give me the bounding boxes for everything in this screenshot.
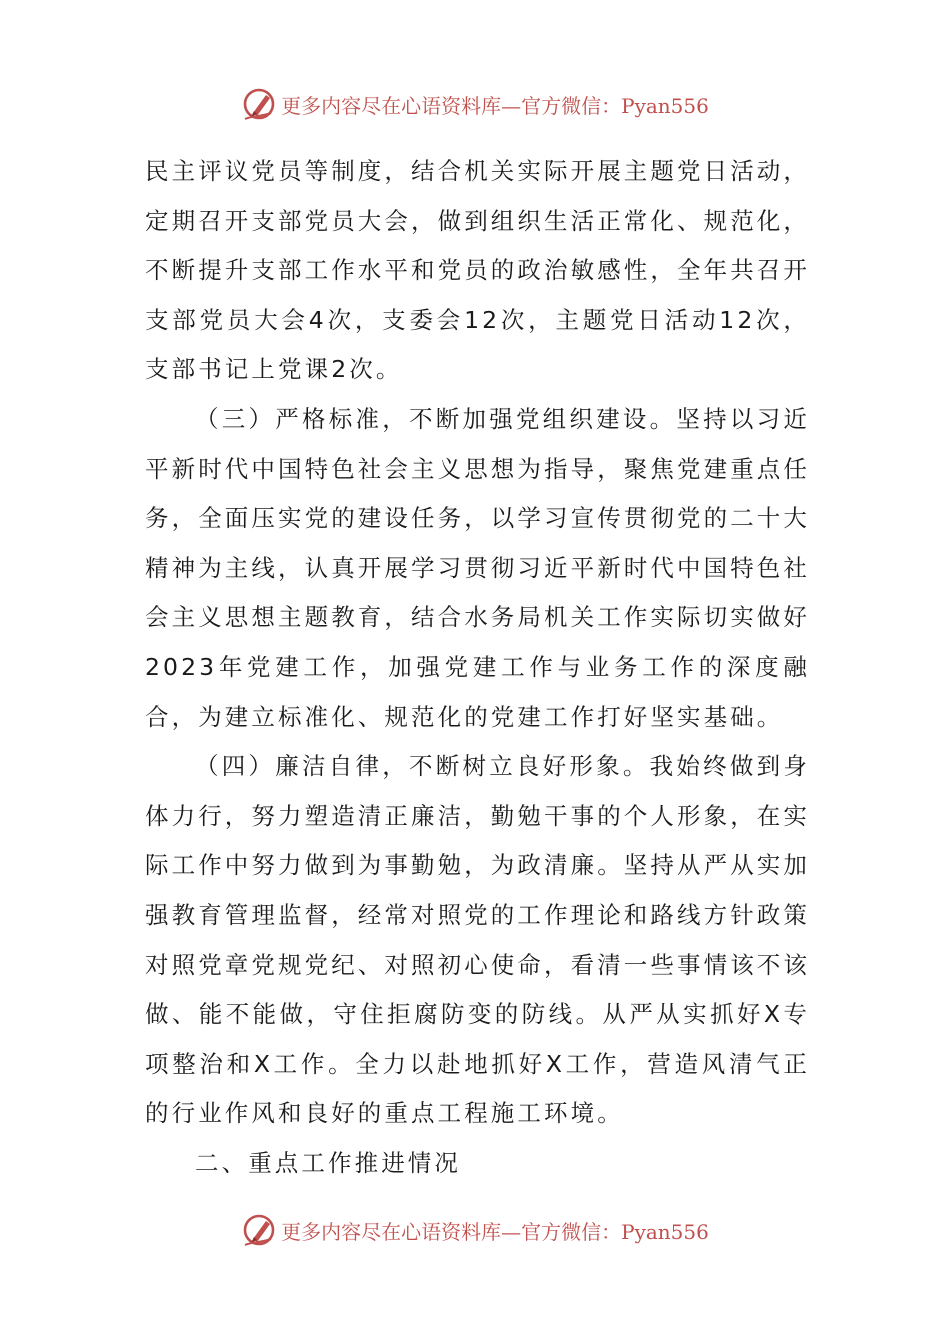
document-body <box>145 147 810 1188</box>
paragraph-section-four: （四）廉洁自律，不断树立良好形象。我始终做到身体力行，努力塑造清正廉洁，勤勉干事的个人形象，在实际工作中努力做到为事勤勉，为政清廉。坚持从严从实加强教育管理监督，经常对照党的工作理论和路线方针政策对照党章党规党纪、对照初心使命，看清一些事情该不该做、能不能做，守住拒腐防变的防线。从严从实抓好X专项整治和X工作。全力以赴地抓好X工作，营造风清气正的行业作风和良好的重点工程施工环境。 <box>145 752 810 1128</box>
paragraph-continuation: 民主评议党员等制度，结合机关实际开展主题党日活动，定期召开支部党员大会，做到组织生活正常化、规范化，不断提升支部工作水平和党员的政治敏感性，全年共召开支部党员大会4次，支委会12次，主题党日活动12次，支部书记上党课2次。 <box>145 157 810 384</box>
pen-nib-logo-icon <box>241 1212 277 1248</box>
header-watermark <box>0 84 950 124</box>
watermark-text: 更多内容尽在心语资料库—官方微信：Pyan556 <box>281 1219 709 1244</box>
footer-watermark <box>0 1210 950 1250</box>
paragraph-section-three: （三）严格标准，不断加强党组织建设。坚持以习近平新时代中国特色社会主义思想为指导，聚焦党建重点任务，全面压实党的建设任务，以学习宣传贯彻党的二十大精神为主线，认真开展学习贯彻习近平新时代中国特色社会主义思想主题教育，结合水务局机关工作实际切实做好2023年党建工作，加强党建工作与业务工作的深度融合，为建立标准化、规范化的党建工作打好坚实基础。 <box>145 404 810 731</box>
watermark-text: 更多内容尽在心语资料库—官方微信：Pyan556 <box>281 93 709 118</box>
heading-key-work-progress: 二、重点工作推进情况 <box>195 1148 461 1177</box>
pen-nib-logo-icon <box>241 86 277 122</box>
